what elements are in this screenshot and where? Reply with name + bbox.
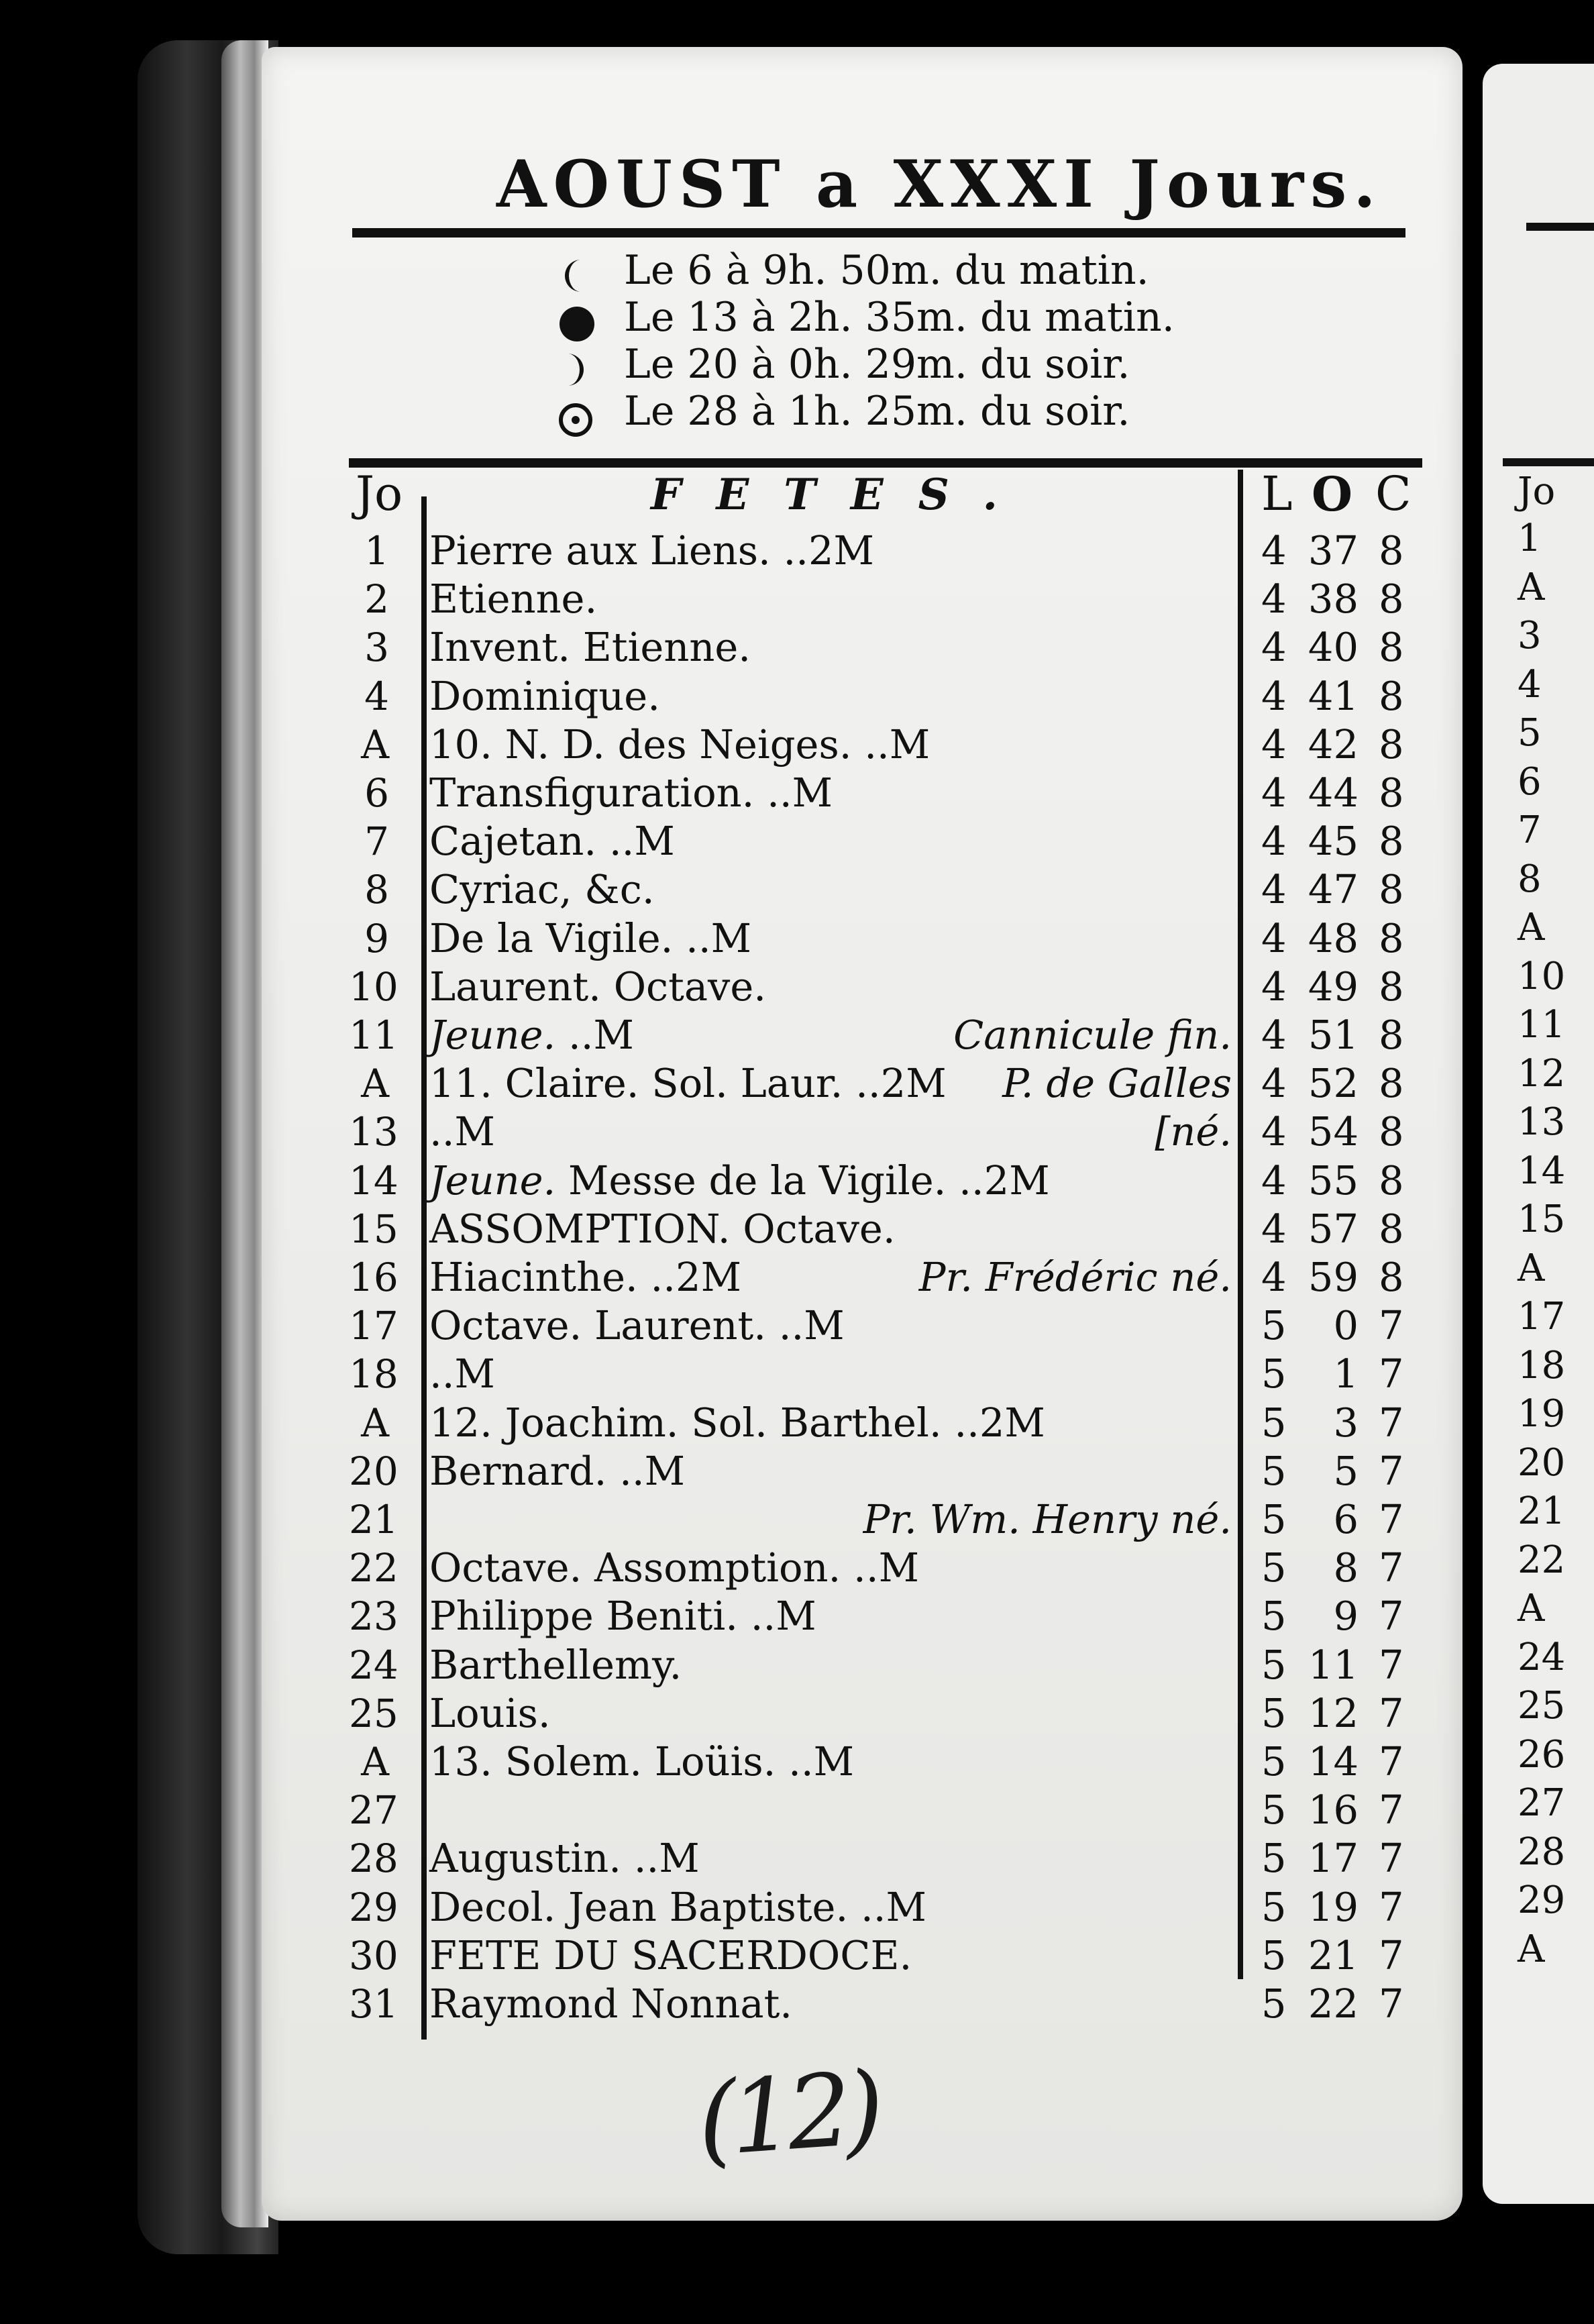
value-o: 0 (1333, 1302, 1359, 1349)
facing-page-rule-2 (1503, 458, 1594, 466)
facing-page-day: A (1518, 1246, 1545, 1290)
value-c: 7 (1379, 1738, 1404, 1785)
value-c: 7 (1379, 1399, 1404, 1446)
facing-page-day: 12 (1518, 1051, 1566, 1096)
day-number: 23 (349, 1593, 398, 1640)
day-number: 18 (349, 1351, 398, 1397)
day-number: 31 (349, 1981, 398, 2027)
facing-page-day: 13 (1518, 1100, 1566, 1144)
facing-page-day: A (1518, 565, 1545, 609)
value-l: 5 (1261, 1399, 1287, 1446)
table-row (0, 1738, 1594, 1786)
table-row (0, 1399, 1594, 1447)
facing-page-day: 14 (1518, 1149, 1566, 1193)
new-moon-icon (558, 305, 590, 337)
facing-page-day: 27 (1518, 1781, 1566, 1825)
value-o: 14 (1308, 1738, 1359, 1785)
feast-name: Etienne. (429, 576, 598, 623)
value-l: 5 (1261, 1496, 1287, 1542)
value-l: 4 (1261, 914, 1287, 961)
value-l: 5 (1261, 1302, 1287, 1349)
facing-page-day: 4 (1518, 662, 1542, 706)
feast-name: Raymond Nonnat. (429, 1980, 793, 2027)
value-o: 55 (1308, 1157, 1359, 1204)
feast-name: Bernard. ..M (429, 1447, 686, 1494)
value-c: 7 (1379, 1835, 1404, 1882)
value-l: 4 (1261, 624, 1287, 671)
table-row (0, 1447, 1594, 1495)
feast-name: Octave. Assomption. ..M (429, 1544, 919, 1591)
feast-name: Louis. (429, 1689, 551, 1736)
table-row (0, 1834, 1594, 1883)
facing-page-rule (1526, 223, 1594, 231)
value-c: 7 (1379, 1351, 1404, 1397)
table-row (0, 1980, 1594, 2028)
facing-page-day: 17 (1518, 1295, 1566, 1338)
value-l: 5 (1261, 1641, 1287, 1688)
facing-page-day: A (1518, 906, 1545, 949)
feast-name: Invent. Etienne. (429, 624, 751, 671)
day-number: 4 (364, 673, 389, 719)
feast-name: FETE DU SACERDOCE. (429, 1932, 912, 1978)
value-c: 8 (1379, 1108, 1404, 1155)
day-number: 17 (349, 1303, 398, 1349)
value-c: 7 (1379, 1689, 1404, 1736)
value-l: 4 (1261, 1254, 1287, 1300)
feast-name: Jeune. ..M (429, 1012, 634, 1058)
value-c: 8 (1379, 770, 1404, 816)
feast-name: 12. Joachim. Sol. Barthel. ..2M (429, 1399, 1045, 1446)
facing-page-day: 6 (1518, 759, 1542, 804)
value-o: 16 (1308, 1787, 1359, 1834)
table-row (0, 817, 1594, 865)
value-c: 7 (1379, 1641, 1404, 1688)
value-o: 44 (1308, 770, 1359, 816)
table-row (0, 1011, 1594, 1059)
table-row (0, 575, 1594, 623)
table-row (0, 963, 1594, 1011)
value-o: 5 (1333, 1447, 1359, 1494)
facing-page-day: A (1518, 1587, 1545, 1630)
day-number: 15 (349, 1206, 398, 1252)
feast-note: [né. (1155, 1108, 1232, 1155)
value-l: 4 (1261, 1157, 1287, 1204)
day-number: 10 (349, 963, 398, 1010)
day-number: 7 (364, 818, 389, 865)
value-c: 7 (1379, 1932, 1404, 1978)
feast-name: ..M (429, 1351, 495, 1397)
facing-page-day: 1 (1518, 517, 1542, 560)
value-l: 4 (1261, 770, 1287, 816)
value-o: 57 (1308, 1205, 1359, 1252)
day-number: 2 (364, 576, 389, 623)
value-c: 8 (1379, 818, 1404, 865)
facing-page-day: 19 (1518, 1392, 1566, 1436)
value-l: 4 (1261, 1205, 1287, 1252)
facing-page-day: 15 (1518, 1198, 1566, 1241)
table-row (0, 1495, 1594, 1544)
feast-name: Jeune. Messe de la Vigile. ..2M (429, 1157, 1050, 1204)
day-number: 6 (364, 770, 389, 816)
facing-page-day: 25 (1518, 1684, 1566, 1728)
value-l: 4 (1261, 1060, 1287, 1107)
value-l: 5 (1261, 1835, 1287, 1882)
value-o: 17 (1308, 1835, 1359, 1882)
table-row (0, 1592, 1594, 1640)
header-jo: Jo (356, 466, 403, 521)
table-row (0, 1786, 1594, 1834)
value-o: 38 (1308, 576, 1359, 623)
table-row (0, 865, 1594, 914)
value-c: 8 (1379, 624, 1404, 671)
value-o: 9 (1333, 1593, 1359, 1640)
feast-name: Laurent. Octave. (429, 963, 766, 1010)
table-row (0, 1641, 1594, 1689)
full-moon-icon (558, 403, 590, 435)
value-c: 8 (1379, 1060, 1404, 1107)
value-l: 5 (1261, 1883, 1287, 1930)
table-row (0, 1059, 1594, 1108)
table-row (0, 1689, 1594, 1738)
value-c: 7 (1379, 1496, 1404, 1542)
feast-name: Augustin. ..M (429, 1835, 700, 1882)
value-o: 51 (1308, 1012, 1359, 1058)
header-o: O (1312, 466, 1352, 522)
moon-phase-line: Le 13 à 2h. 35m. du matin. (624, 294, 1175, 341)
value-c: 8 (1379, 527, 1404, 574)
value-o: 48 (1308, 914, 1359, 961)
value-l: 4 (1261, 866, 1287, 913)
value-c: 7 (1379, 1883, 1404, 1930)
value-o: 22 (1308, 1980, 1359, 2027)
facing-page-day: 29 (1518, 1879, 1566, 1922)
facing-page-day: A (1518, 1927, 1545, 1971)
day-number: 30 (349, 1932, 398, 1978)
value-l: 4 (1261, 672, 1287, 719)
value-o: 11 (1308, 1641, 1359, 1688)
value-o: 3 (1333, 1399, 1359, 1446)
day-number: 3 (364, 625, 389, 671)
day-number: 27 (349, 1787, 398, 1834)
table-row (0, 1253, 1594, 1302)
value-l: 4 (1261, 1108, 1287, 1155)
value-c: 7 (1379, 1593, 1404, 1640)
feast-name: Hiacinthe. ..2M (429, 1254, 741, 1300)
value-o: 41 (1308, 672, 1359, 719)
table-row (0, 1302, 1594, 1350)
feast-name: ..M (429, 1108, 495, 1155)
value-c: 8 (1379, 914, 1404, 961)
value-o: 59 (1308, 1254, 1359, 1300)
value-c: 8 (1379, 1205, 1404, 1252)
value-l: 5 (1261, 1544, 1287, 1591)
value-o: 45 (1308, 818, 1359, 865)
last-quarter-moon-icon (558, 258, 590, 290)
value-o: 6 (1333, 1496, 1359, 1542)
page-title: AOUST a XXXI Jours. (496, 146, 1383, 222)
day-number: 24 (349, 1642, 398, 1688)
table-row (0, 1932, 1594, 1980)
day-number: 20 (349, 1448, 398, 1494)
day-number: A (361, 1399, 389, 1446)
value-l: 4 (1261, 576, 1287, 623)
facing-page-day: 26 (1518, 1732, 1566, 1777)
feast-name: 11. Claire. Sol. Laur. ..2M (429, 1060, 947, 1107)
value-c: 8 (1379, 866, 1404, 913)
value-o: 8 (1333, 1544, 1359, 1591)
feast-name: De la Vigile. ..M (429, 914, 752, 961)
first-quarter-moon-icon (558, 352, 590, 384)
value-l: 5 (1261, 1787, 1287, 1834)
day-number: 8 (364, 867, 389, 913)
value-l: 5 (1261, 1932, 1287, 1978)
table-row (0, 1544, 1594, 1592)
table-row (0, 769, 1594, 817)
value-l: 4 (1261, 1012, 1287, 1058)
moon-phase-line: Le 6 à 9h. 50m. du matin. (624, 247, 1149, 294)
value-o: 42 (1308, 721, 1359, 768)
value-o: 1 (1333, 1351, 1359, 1397)
value-c: 8 (1379, 672, 1404, 719)
feast-name: ASSOMPTION. Octave. (429, 1205, 896, 1252)
facing-page-day: 24 (1518, 1635, 1566, 1679)
day-number: 28 (349, 1836, 398, 1882)
feast-name: Philippe Beniti. ..M (429, 1593, 816, 1640)
feast-name: Dominique. (429, 672, 660, 719)
value-l: 5 (1261, 1593, 1287, 1640)
value-c: 7 (1379, 1447, 1404, 1494)
moon-phase-line: Le 28 à 1h. 25m. du soir. (624, 388, 1130, 435)
value-o: 21 (1308, 1932, 1359, 1978)
value-l: 4 (1261, 818, 1287, 865)
value-o: 12 (1308, 1689, 1359, 1736)
day-number: 13 (349, 1109, 398, 1155)
moon-phase-line: Le 20 à 0h. 29m. du soir. (624, 341, 1130, 388)
value-l: 4 (1261, 721, 1287, 768)
feast-name: Transfiguration. ..M (429, 770, 833, 816)
header-c: C (1375, 466, 1412, 521)
value-c: 7 (1379, 1787, 1404, 1834)
facing-page-header: Jo (1518, 470, 1556, 513)
value-c: 8 (1379, 721, 1404, 768)
facing-page-day: 8 (1518, 857, 1542, 901)
value-c: 8 (1379, 1157, 1404, 1204)
feast-name: Cyriac, &c. (429, 866, 655, 913)
feast-name: 10. N. D. des Neiges. ..M (429, 721, 931, 768)
value-o: 47 (1308, 866, 1359, 913)
day-number: A (361, 1739, 389, 1785)
facing-page-day: 3 (1518, 614, 1542, 657)
header-l: L (1261, 466, 1293, 521)
table-row (0, 1350, 1594, 1398)
table-row (0, 914, 1594, 963)
day-number: 1 (364, 528, 389, 574)
day-number: 25 (349, 1690, 398, 1736)
feast-name: Pierre aux Liens. ..2M (429, 527, 874, 574)
value-l: 4 (1261, 963, 1287, 1010)
value-o: 49 (1308, 963, 1359, 1010)
header-fetes: FETES. (651, 470, 1032, 520)
day-number: 21 (349, 1497, 398, 1542)
day-number: 22 (349, 1545, 398, 1591)
value-c: 8 (1379, 963, 1404, 1010)
feast-name: Octave. Laurent. ..M (429, 1302, 845, 1349)
value-c: 7 (1379, 1302, 1404, 1349)
value-c: 8 (1379, 576, 1404, 623)
table-row (0, 623, 1594, 672)
facing-page-day: 11 (1518, 1003, 1566, 1047)
feast-name: 13. Solem. Loüis. ..M (429, 1738, 855, 1785)
value-l: 5 (1261, 1447, 1287, 1494)
value-l: 4 (1261, 527, 1287, 574)
value-o: 40 (1308, 624, 1359, 671)
day-number: 29 (349, 1884, 398, 1930)
day-number: A (361, 1061, 389, 1107)
table-row (0, 1205, 1594, 1253)
table-row (0, 1883, 1594, 1932)
feast-note: Cannicule fin. (953, 1012, 1232, 1058)
table-row (0, 672, 1594, 721)
day-number: 9 (364, 915, 389, 961)
feast-name: Barthellemy. (429, 1641, 682, 1688)
facing-page-day: 20 (1518, 1440, 1566, 1485)
facing-page-day: 7 (1518, 808, 1542, 852)
value-o: 19 (1308, 1883, 1359, 1930)
facing-page-day: 21 (1518, 1489, 1566, 1533)
value-c: 7 (1379, 1544, 1404, 1591)
value-c: 8 (1379, 1012, 1404, 1058)
value-c: 7 (1379, 1980, 1404, 2027)
facing-page-day: 5 (1518, 711, 1542, 755)
table-row (0, 1108, 1594, 1156)
feast-name: Decol. Jean Baptiste. ..M (429, 1883, 926, 1930)
value-l: 5 (1261, 1738, 1287, 1785)
day-number: 16 (349, 1255, 398, 1300)
value-l: 5 (1261, 1689, 1287, 1736)
value-c: 8 (1379, 1254, 1404, 1300)
table-row (0, 1157, 1594, 1205)
facing-page-day: 18 (1518, 1343, 1566, 1387)
feast-note: P. de Galles (1002, 1060, 1232, 1107)
facing-page-day: 10 (1518, 954, 1566, 998)
value-o: 37 (1308, 527, 1359, 574)
value-o: 52 (1308, 1060, 1359, 1107)
value-l: 5 (1261, 1351, 1287, 1397)
facing-page-day: 22 (1518, 1538, 1566, 1582)
facing-page-day: 28 (1518, 1830, 1566, 1874)
feast-note: Pr. Frédéric né. (918, 1254, 1232, 1300)
value-o: 54 (1308, 1108, 1359, 1155)
feast-name: Cajetan. ..M (429, 818, 675, 865)
table-row (0, 721, 1594, 769)
page-number: (12) (694, 2050, 882, 2180)
title-rule (352, 228, 1405, 237)
table-row (0, 527, 1594, 575)
day-number: 14 (349, 1157, 398, 1204)
day-number: 11 (349, 1012, 398, 1058)
feast-note: Pr. Wm. Henry né. (863, 1496, 1232, 1542)
value-l: 5 (1261, 1980, 1287, 2027)
day-number: A (361, 721, 389, 768)
